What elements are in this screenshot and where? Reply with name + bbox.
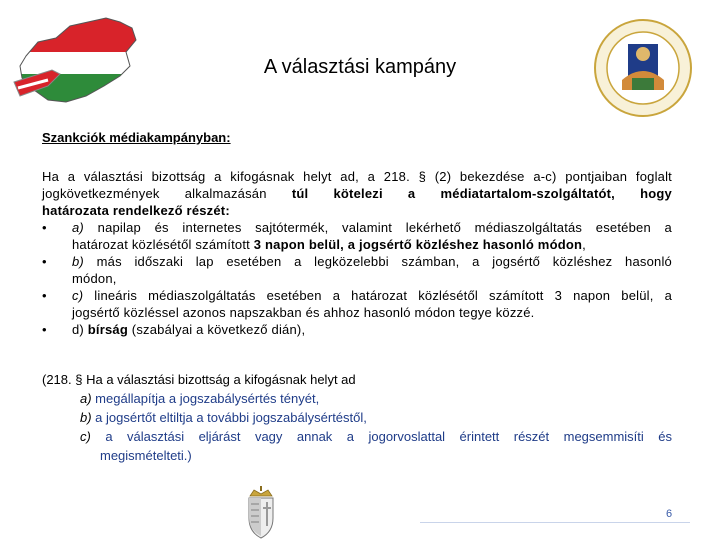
section-heading: Szankciók médiakampányban: (42, 130, 231, 145)
list-item: • b) más időszaki lap esetében a legközelebbi számban, a jogsértő közléshez hasonló módon, (42, 254, 672, 286)
intro-line-2: jogkövetkezmények alkalmazásán túl kötelezi a médiatartalom-szolgáltatót, hogy (42, 186, 672, 201)
bullet-marker: • (42, 288, 47, 303)
bullet-marker: • (42, 220, 47, 235)
sanctions-text (42, 168, 672, 338)
slide-title: A választási kampány (263, 56, 457, 78)
reference-item-b: b) a jogsértőt eltiltja a további jogszabálysértéstől, (80, 410, 367, 425)
list-item: • d) bírság (szabályai a következő dián), (42, 322, 306, 337)
reference-text (42, 370, 672, 465)
reference-item-a: a) megállapítja a jogszabálysértés tényét, (80, 391, 320, 406)
bullet-marker: • (42, 322, 47, 337)
list-item: • c) lineáris médiaszolgáltatás esetében a határozat közlésétől számított 3 napon belül, a jogsértő közléssel azonos napszakban és ahhoz hasonló módon tegye közzé. (42, 288, 672, 320)
bullet-marker: • (42, 254, 47, 269)
tolna-county-seal (592, 18, 694, 118)
coat-of-arms-icon (244, 486, 278, 540)
reference-item-c: c) a választási eljárást vagy annak a jogorvoslattal érintett részét megsemmisíti és (80, 429, 672, 444)
reference-item-c-cont: megismételteti.) (100, 448, 192, 463)
footer-divider (420, 522, 690, 523)
list-item: • a) napilap és internetes sajtótermék, valamint lekérhető médiaszolgáltatás esetében a határozat közlésétől számított 3 napon belül, a jogsértő közléshez hasonló módon, (42, 220, 672, 252)
reference-intro: (218. § Ha a választási bizottság a kifogásnak helyt ad (42, 372, 356, 387)
intro-line-3: határozata rendelkező részét: (42, 203, 230, 218)
hungary-map-logo (8, 12, 140, 120)
page-number: 6 (666, 508, 673, 520)
intro-line-1: Ha a választási bizottság a kifogásnak helyt ad, a 218. § (2) bekezdése a-c) pontjaiban foglalt (42, 169, 672, 184)
